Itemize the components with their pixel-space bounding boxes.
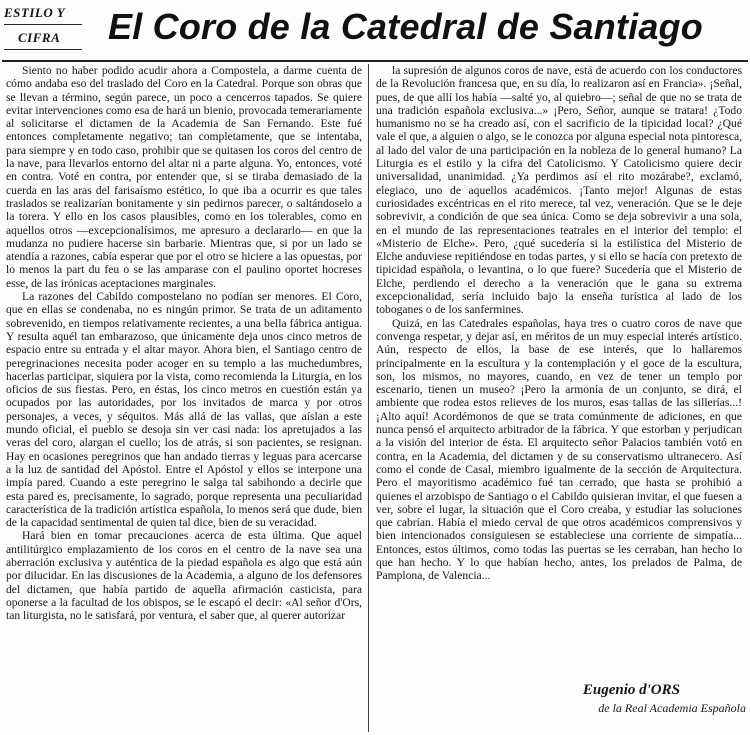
article-column-right [376, 64, 742, 664]
article-header [0, 0, 750, 62]
section-rule [4, 24, 82, 25]
section-label: ESTILO Y [4, 5, 66, 20]
article-paragraph: Siento no haber podido acudir ahora a Compostela, a darme cuenta de cómo andaba eso del traslado del Coro en la Catedral. Porque son obras que se llevan a término, según parece, un poco a cencerros tapados. Se quiere evitar intervenciones como esa de hará un bienio, provocada temerariamente al solicitarse el dictamen de la Academia de San Fernando. Este fué entonces completamente negativo; tan completamente, que se intentaba, para siempre y en todo caso, prohibir que se quitasen los coros del centro de la nave, para llevarlos entorno del altar ni a parte alguna. Yo, entonces, voté en contra. Voté en contra, por entender que, si se tiraba demasiado de la cuerda en las aras del farisaísmo estético, lo que iba a ocurrir es que tales traslados se realizarían bonitamente y sin pedirnos parecer, o saltándoselo a la torera. Y ello en los casos plausibles, como en los tolerables, como en aquellos otros —excepcionalísimos, me apresuro a declararlo— en que la mudanza no pudiere hacerse sin barbarie. Mientras que, si por un lado se atendía a razones, cabía esperar que por el otro se hiciere a las opuestas, por lo menos la part du feu o se las amparase con el paulino oportet hocreses esse, de las irónicas aceptaciones marginales. [6, 64, 362, 290]
author-signature [530, 680, 746, 716]
article-paragraph: Hará bien en tomar precauciones acerca de esta última. Que aquel antilitúrgico emplazamiento de los coros en el centro de la nave sea una aberración exclusiva y auténtica de la piedad española es algo que está aún por dilucidar. En las discusiones de la Academia, a alguno de los defensores del dictamen, que había partido de aquella afirmación casticista, para oponerse a la facultad de los obispos, se le escapó el decir: «Al señor d'Ors, tan liturgista, no le satisfará, por ventura, el saber que, al querer autorizar [6, 529, 362, 623]
column-divider [368, 64, 369, 732]
article-paragraph: Quizá, en las Catedrales españolas, haya tres o cuatro coros de nave que convenga respetar, y dejar así, en méritos de un muy especial interés artístico. Aún, respecto de ellos, la base de ese interés, que lo hallaremos principalmente en la escultura y la contemplación y el goce de la escultura, son, los mismos, no mayores, cuando, en vez de tener un templo por escenario, tienen un museo? ¡Pero la armonía de un conjunto, se dirá, el ambiente que rodea estos relieves de los muros, esas tallas de las sillerías...! ¡Alto aquí! Acordémonos de que se trata comúnmente de adiciones, en que nunca pensó el arquitecto arbitrador de la fábrica. Y que estorban y perjudican a la visión del interior de ésta. El arquitecto señor Palacios también votó en contra, en la Academia, del dictamen y de su conservatismo ultranecero. Así como el conde de Casal, miembro igualmente de la sección de Arquitectura. Pero el mayoritismo académico fué tan cerrado, que hasta se prohibió a quienes el arzobispo de Santiago o el Cabildo quisieran invitar, el que fuesen a ver, sobre el lugar, la situación que el Coro creaba, y estudiar las soluciones que cabrían. Había el miedo cerval de que otros académicos comprensivos y bien intencionados consiguiesen se estableciese una corriente de simpatía... Entonces, estos últimos, como todas las puertas se les cerraban, han hecho lo que han hecho. Y lo que habían hecho, antes, los prelados de Palma, de Pamplona, de Valencia... [376, 316, 742, 583]
article-paragraph: La razones del Cabildo compostelano no podían ser menores. El Coro, que en ellas se condenaba, no es ningún primor. Se trata de un aditamento sobrevenido, en tiempos relativamente recientes, a una bella fábrica antigua. Y resulta aquél tan embarazoso, que únicamente deja unos cinco metros de espacio entre su entrada y el altar mayor. Ahora bien, el Santiago centro de peregrinaciones necesita poder acoger en su templo a las muchedumbres, hacerlas participar, siquiera por la vista, como recomienda la Liturgia, en los oficios de sus fiestas. Pero, en éstas, los cinco metros en cuestión están ya ocupados por las autoridades, por los invitados de marca y por otros personajes, a veces, y séquitos. Más allá de las vallas, que aíslan a este mundo oficial, el pueblo se desoja sin ver casi nada: los apretujados a las veras del coro, alargan el cuello; los de atrás, si son pacientes, se resignan. Hay en ocasiones peregrinos que han andado tierras y leguas para acercarse a la luz de santidad del Apóstol. Entre el Apóstol y ellos se interpone una impía pared. Cuando a este peregrino le salga tal sabihondo a decirle que esta pared es, precisamente, lo sagrado, porque representa una peculiaridad característica de la tradición artística española, lo menos será que dude, bien de la capacidad sentimental de quien tal dice, bien de su veracidad. [6, 290, 362, 530]
author-name: Eugenio d'ORS [582, 682, 680, 698]
section-label: CIFRA [18, 30, 61, 45]
header-divider [2, 60, 748, 62]
article-column-left [6, 64, 362, 732]
article-headline: El Coro de la Catedral de Santiago [108, 6, 703, 47]
author-affiliation: de la Real Academia Española [598, 701, 746, 715]
article-paragraph: la supresión de algunos coros de nave, está de acuerdo con los conductores de la Revolución francesa que, en su día, lo realizaron así en Francia». ¡Señal, pues, de que allí los había —salté yo, al quiebro—; señal de que no se trata de una tradición española exclusiva...» ¡Pero, Señor, aunque se tratara! ¿Todo humanismo no se ha creado así, con el sacrificio de la tipicidad local? ¿Qué vale el que, a alguien o algo, se le conozca por alguna especial nota pintoresca, al lado del valor de una participación en la nobleza de lo general humano? La Liturgia es el estilo y la cifra del Catolicismo. Y Catolicismo quiere decir universalidad, unanimidad. ¿Ya perdimos así el rito mozárabe?, exclamó, elegiaco, uno de aquellos académicos. ¡Tanto mejor! Algunas de estas curiosidades excéntricas en el rito merece, tal vez, veneración. Que se le deje sobrevivir, a condición de que sea única. Como se deja sobrevivir a una sola, en el mundo de las representaciones teatrales en el interior del templo: el «Misterio de Elche». Pero, ¿qué sucedería si la estilística del Misterio de Elche anduviese repitiéndose en todas partes, y si ello se hacía con pretexto de tipicidad española, o levantina, o lo que fuere? Sucedería que el Misterio de Elche, perdiendo el derecho a la veneración que le gana su extrema excepcionalidad, sería incluido bajo la enseña turística al lado de los toboganes o de los sanfermines. [376, 64, 742, 317]
section-rule [4, 49, 82, 50]
